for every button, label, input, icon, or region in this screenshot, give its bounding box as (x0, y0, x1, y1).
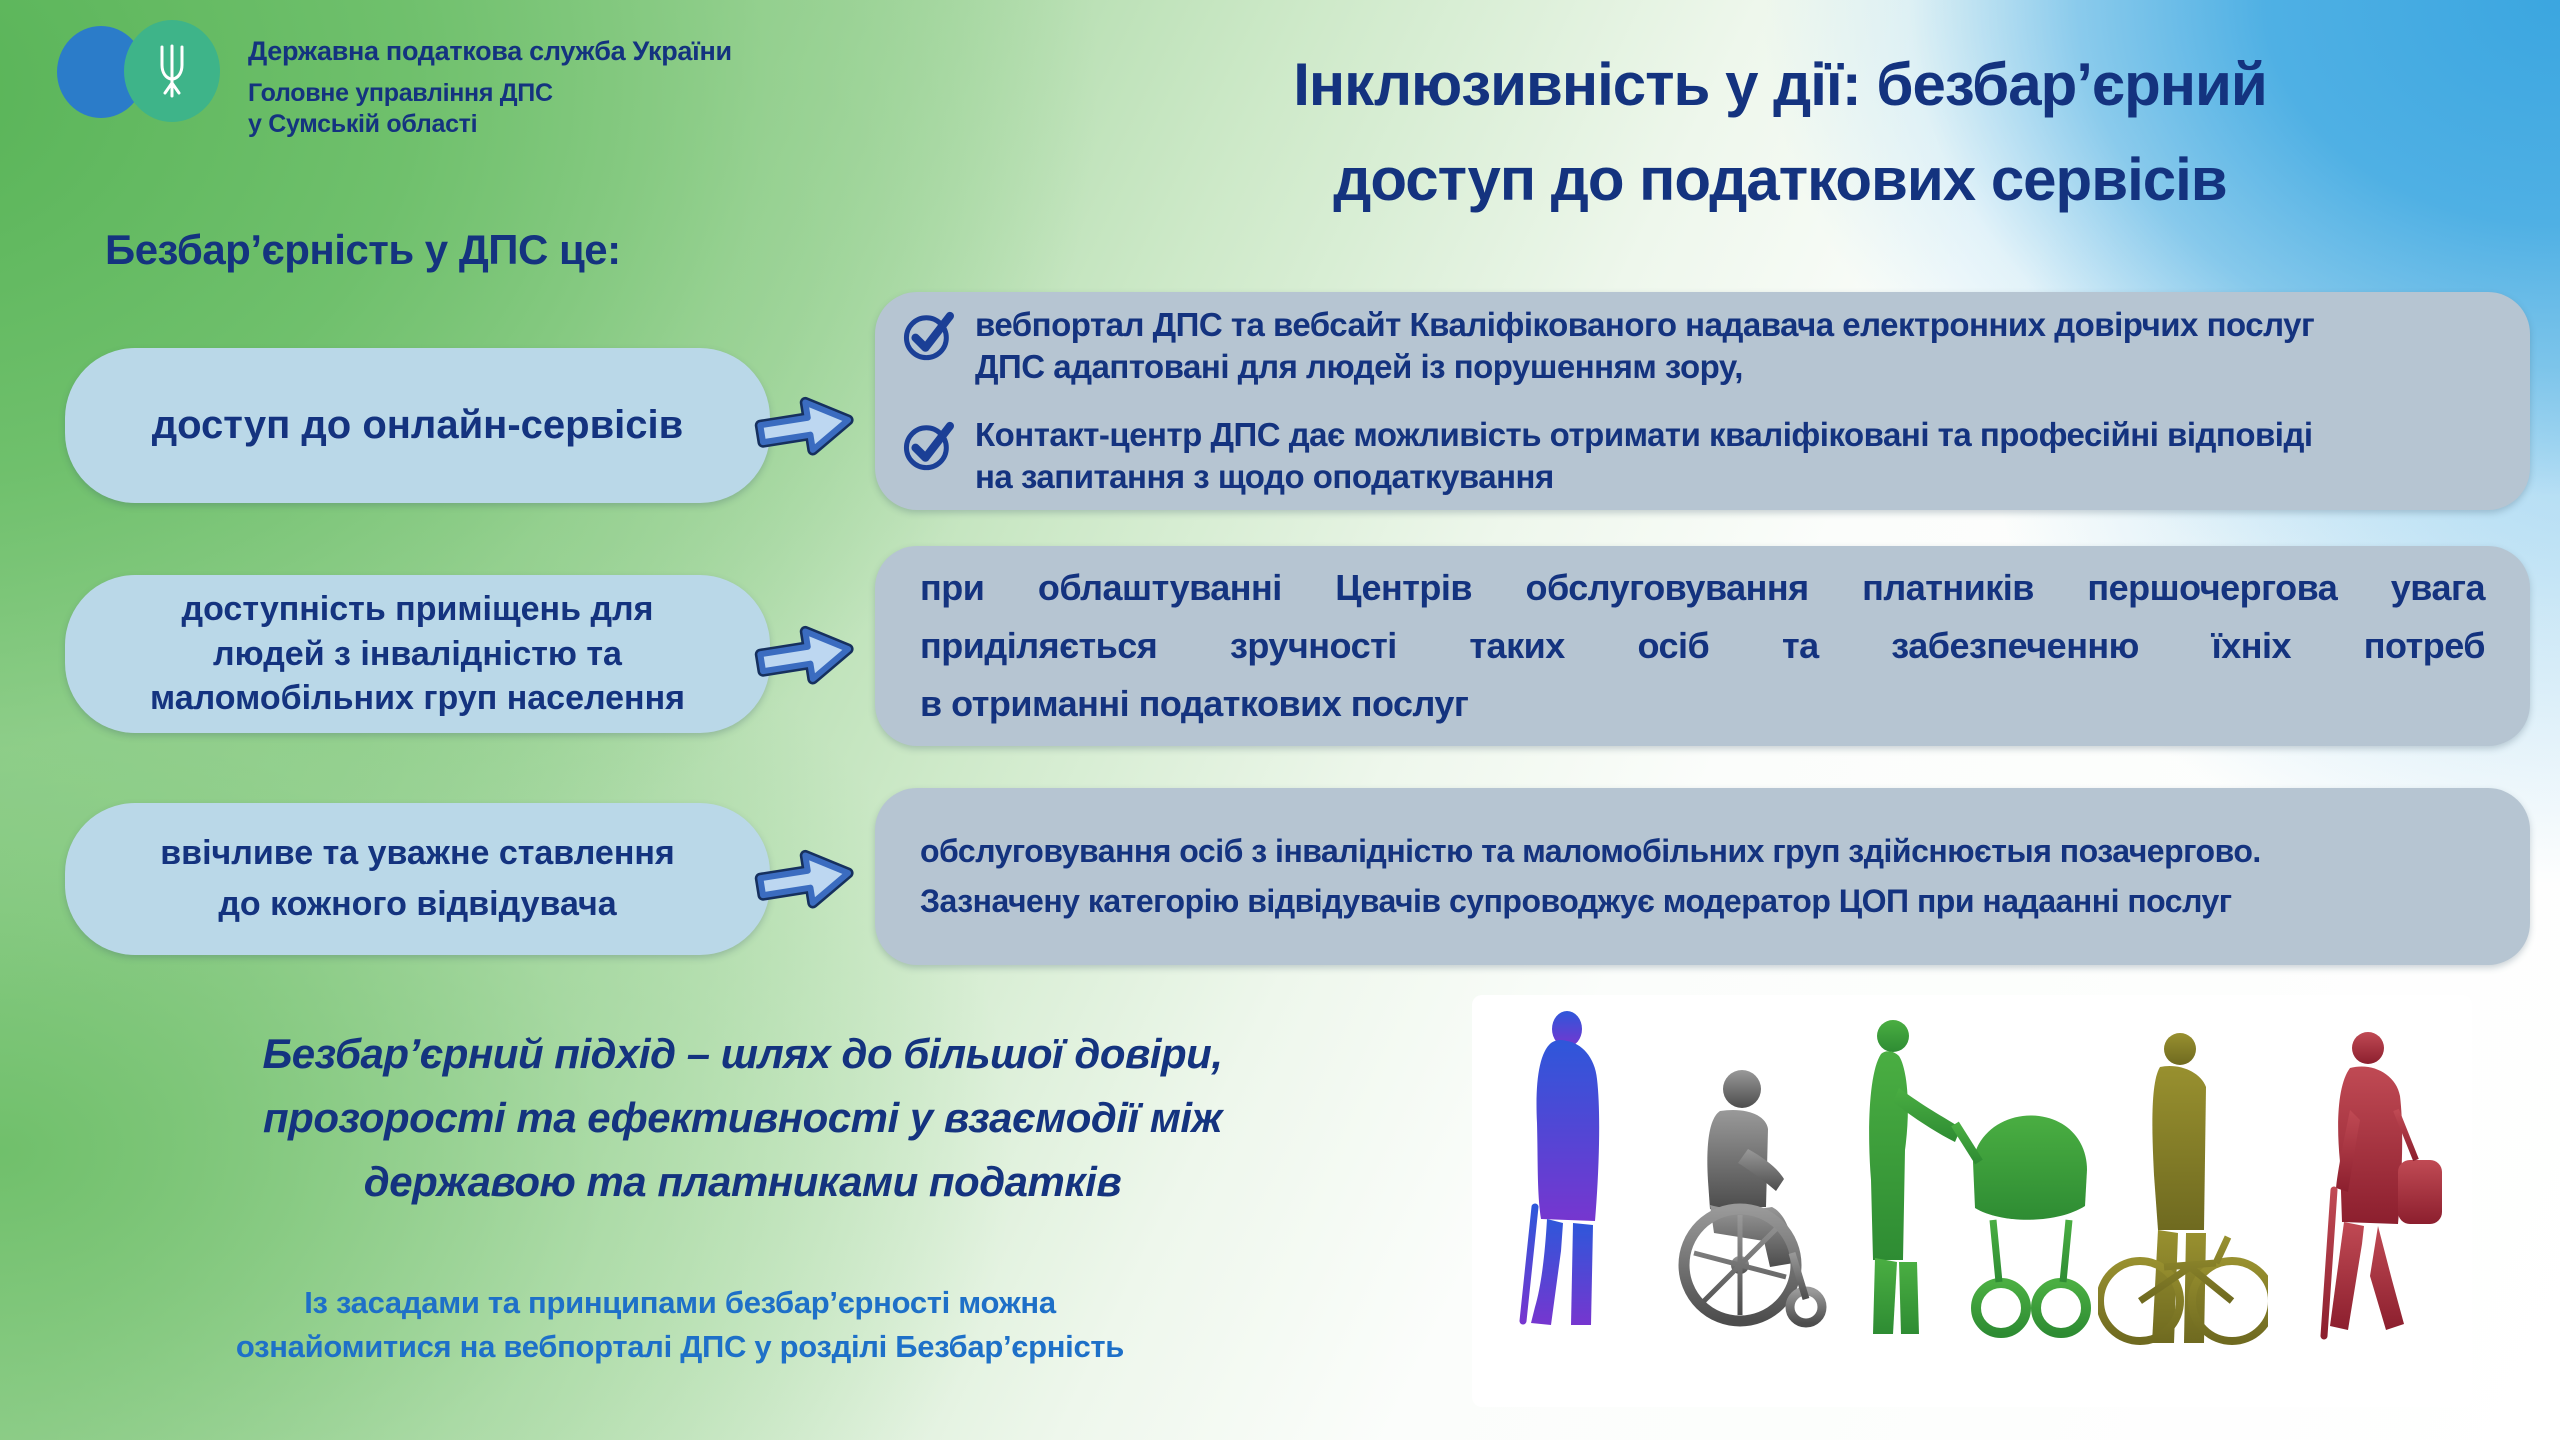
check-item (901, 304, 2490, 388)
pill-line: доступ до онлайн-сервісів (151, 403, 684, 447)
pill-line: доступність приміщень для (181, 589, 654, 628)
quote (95, 1022, 1390, 1213)
org-name-line2-text: Головне управління ДПС (248, 79, 553, 107)
person-with-bicycle (2098, 1025, 2268, 1355)
note-line: Із засадами та принципами безбар’єрності можна (304, 1285, 1056, 1320)
org-name-line2 (248, 78, 553, 139)
arrow-right-icon (747, 383, 861, 470)
arrow-right-icon (747, 836, 861, 923)
trident-icon (152, 43, 192, 99)
logo-green-circle (124, 20, 220, 122)
check-item-text: вебпортал ДПС та вебсайт Кваліфікованого надавача електронних довірчих послуг ДПС адаптовані для людей із порушенням зору, (975, 306, 2315, 386)
note-line: ознайомитися на вебпорталі ДПС у розділі Безбар’єрність (235, 1329, 1125, 1365)
quote-line: прозорості та ефективності у взаємодії між (263, 1093, 1222, 1141)
elderly-person-with-bag-and-cane (2300, 1018, 2450, 1348)
pill-line: ввічливе та уважне ставлення (160, 834, 675, 872)
person-in-wheelchair (1650, 1057, 1840, 1337)
pill-online-services (65, 348, 770, 503)
panel-service-centers (875, 546, 2530, 746)
quote-line: Безбар’єрний підхід – шлях до більшої довіри, (262, 1030, 1223, 1077)
check-item-text: Контакт-центр ДПС дає можливість отримати кваліфіковані та професійні відповіді на запитання з щодо оподаткування (975, 416, 2313, 495)
page-title-line1: Інклюзивність у дії: безбар’єрний (1293, 51, 2267, 118)
pill-polite-attitude (65, 803, 770, 955)
panel-line: при облаштуванні Центрів обслуговування платників першочергова увага (920, 566, 2485, 608)
panel-line: приділяється зручності таких осіб та забезпеченню їхніх потреб (920, 624, 2485, 666)
quote-line: державою та платниками податків (363, 1157, 1122, 1205)
note (80, 1281, 1280, 1369)
pill-line: маломобільних груп населення (150, 679, 685, 718)
page-title-line2: доступ до податкових сервісів (1333, 145, 2227, 213)
pill-line: людей з інвалідністю та (213, 634, 622, 673)
panel-line: в отриманні податкових послуг (920, 683, 1469, 725)
check-circle-icon (901, 416, 959, 474)
panel-online-services (875, 292, 2530, 510)
pill-accessible-premises (65, 575, 770, 733)
org-name-line3-text: у Сумській області (248, 109, 478, 138)
pill-line: до кожного відвідувача (218, 885, 617, 923)
arrow-right-icon (747, 612, 861, 699)
panel-line: Зазначену категорію відвідувачів супроводжує модератор ЦОП при надаанні послуг (920, 882, 2232, 919)
woman-with-baby-stroller (1843, 1010, 2093, 1350)
page-title (1085, 38, 2475, 228)
section-heading: Безбар’єрність у ДПС це: (105, 226, 621, 273)
org-name-line1: Державна податкова служба України (248, 36, 732, 66)
elderly-person-with-cane (1503, 1003, 1623, 1333)
check-item (901, 414, 2490, 498)
panel-line: обслуговування осіб з інвалідністю та маломобільних груп здійснюєтыя позачергово. (920, 832, 2261, 869)
check-circle-icon (901, 306, 959, 364)
panel-priority-service (875, 788, 2530, 965)
